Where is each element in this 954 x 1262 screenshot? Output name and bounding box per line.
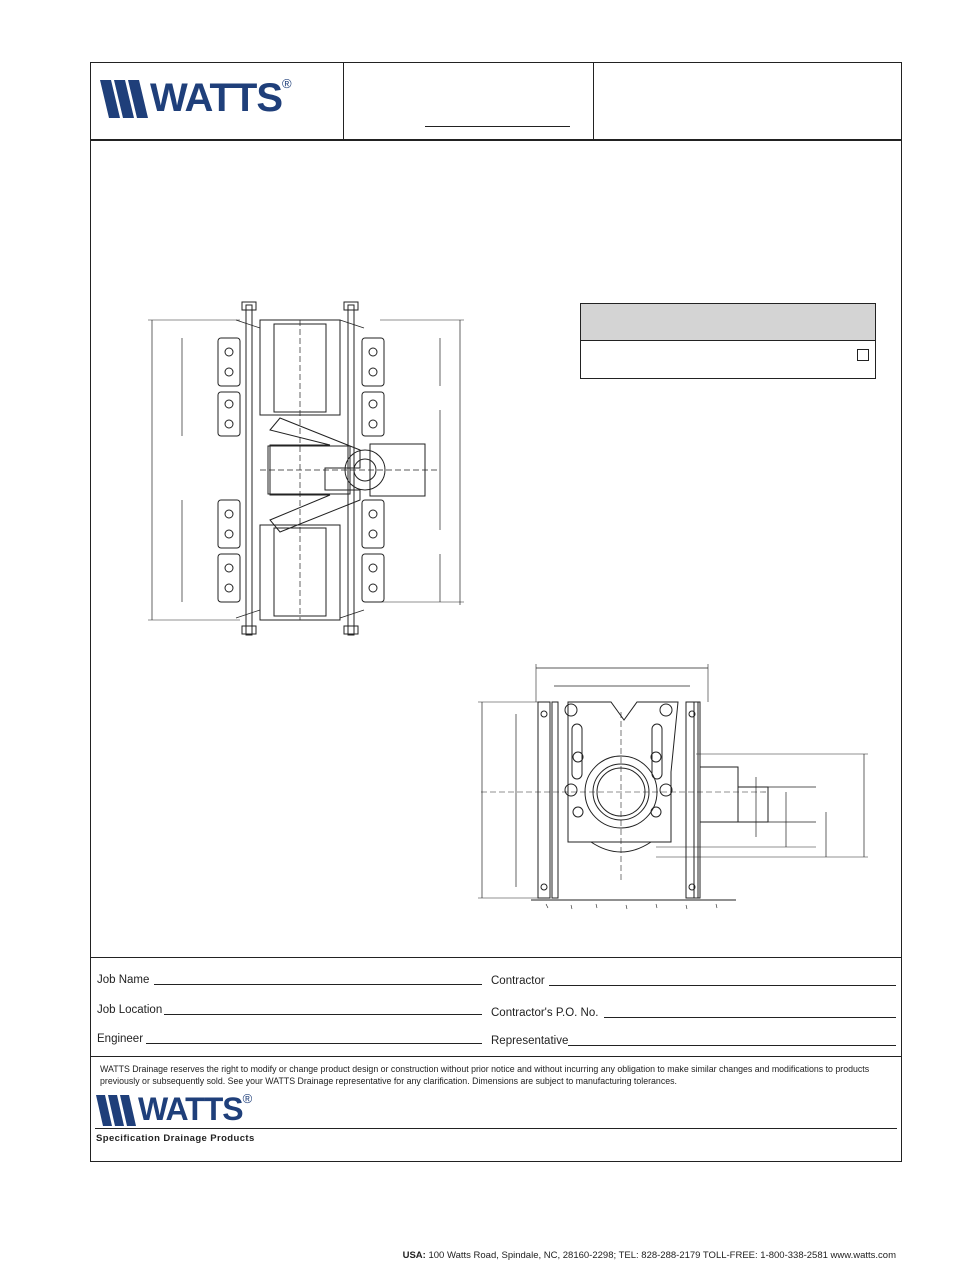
job-name-field[interactable] [154, 984, 482, 985]
contractor-label: Contractor [491, 975, 545, 987]
representative-field[interactable] [568, 1045, 896, 1046]
disclaimer-text: WATTS Drainage reserves the right to modify or change product design or construction without prior notice and without incurring any obligation to make similar changes and modifications to products previously or subsequently sold. See your WATTS Drainage representative for any clarification. Dimensions are subject to manufacturing tolerances. [100, 1064, 870, 1086]
options-box [580, 303, 876, 379]
header-bottom-rule [91, 139, 901, 141]
contractor-field[interactable] [549, 985, 896, 986]
options-header [581, 304, 875, 341]
watts-wordmark: WATTS® [150, 76, 291, 120]
contractor-po-field[interactable] [604, 1017, 896, 1018]
footer-country: USA: [402, 1250, 426, 1261]
job-location-field[interactable] [164, 1014, 482, 1015]
brand-tagline: Specification Drainage Products [96, 1133, 255, 1144]
plan-view-drawing [140, 300, 480, 645]
contractor-po-label: Contractor's P.O. No. [491, 1007, 599, 1019]
elevation-view-drawing [476, 662, 876, 917]
job-location-label: Job Location [97, 1004, 163, 1016]
footer-address-text: 100 Watts Road, Spindale, NC, 28160-2298; TEL: 828-288-2179 TOLL-FREE: 1-800-338-2581 www.watts.com [428, 1250, 896, 1261]
footer-address [403, 1250, 896, 1261]
representative-label: Representative [491, 1035, 569, 1047]
brand-rule [95, 1128, 897, 1129]
option-checkbox[interactable] [857, 349, 869, 361]
engineer-label: Engineer [97, 1033, 144, 1045]
header-divider-left [343, 63, 344, 140]
watts-wordmark-bottom: WATTS® [138, 1091, 252, 1127]
form-top-rule [91, 957, 901, 958]
engineer-field[interactable] [146, 1043, 482, 1044]
job-name-label: Job Name [97, 974, 150, 986]
disclaimer-top-rule [91, 1056, 901, 1057]
product-number-underline [425, 126, 570, 127]
header-divider-right [593, 63, 594, 140]
